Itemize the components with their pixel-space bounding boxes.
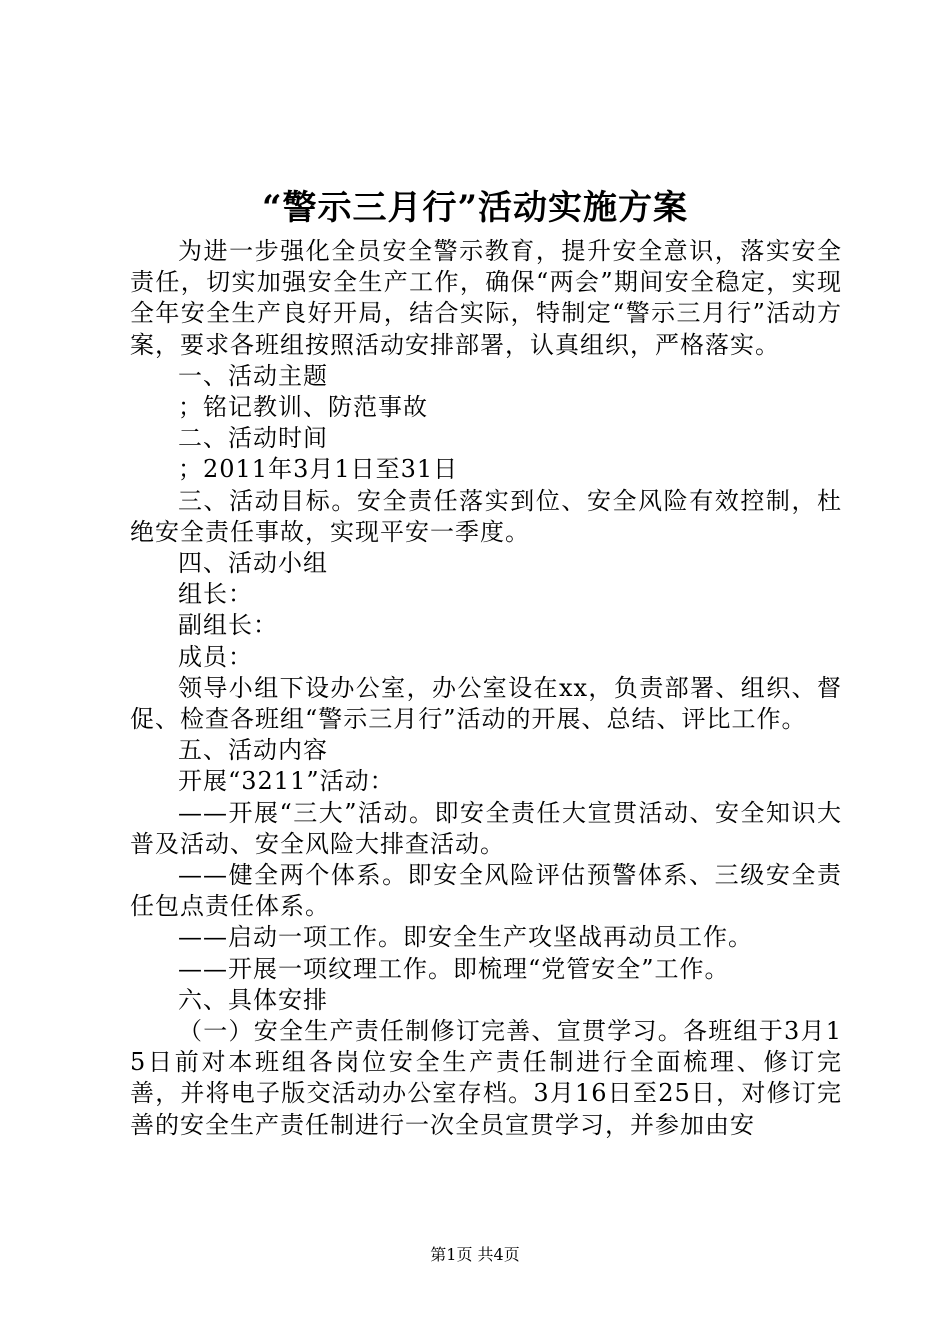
- paragraph-leader: 组长：: [178, 580, 253, 609]
- paragraph-deputy-leader: 副组长：: [178, 611, 278, 640]
- heading-activity-group: 四、活动小组: [178, 549, 328, 578]
- page-footer: 第1页 共4页: [430, 1245, 520, 1264]
- paragraph-three-activities: ——开展“三大”活动。即安全责任大宣贯活动、安全知识大普及活动、安全风险大排查活动。: [130, 798, 842, 858]
- paragraph-goal: 三、活动目标。安全责任落实到位、安全风险有效控制，杜绝安全责任事故，实现平安一季度。: [130, 486, 842, 546]
- paragraph-members: 成员：: [178, 642, 253, 671]
- paragraph-theme: ；铭记教训、防范事故: [178, 393, 428, 422]
- heading-activity-theme: 一、活动主题: [178, 361, 328, 390]
- heading-activity-time: 二、活动时间: [178, 424, 328, 453]
- heading-activity-content: 五、活动内容: [178, 736, 328, 765]
- paragraph-one-work: ——启动一项工作。即安全生产攻坚战再动员工作。: [178, 923, 753, 952]
- paragraph-time: ；2011年3月1日至31日: [178, 455, 459, 484]
- heading-arrangement: 六、具体安排: [178, 985, 328, 1014]
- paragraph-two-systems: ——健全两个体系。即安全风险评估预警体系、三级安全责任包点责任体系。: [130, 861, 842, 921]
- paragraph-intro: 为进一步强化全员安全警示教育，提升安全意识，落实安全责任，切实加强安全生产工作，确保“两会”期间安全稳定，实现全年安全生产良好开局，结合实际，特制定“警示三月行”活动方案，要求各班组按照活动安排部署，认真组织，严格落实。: [130, 237, 842, 359]
- document-title: “警示三月行”活动实施方案: [261, 188, 689, 228]
- paragraph-office: 领导小组下设办公室，办公室设在xx，负责部署、组织、督促、检查各班组“警示三月行”活动的开展、总结、评比工作。: [130, 673, 842, 734]
- paragraph-3211: 开展“3211”活动：: [178, 767, 395, 796]
- paragraph-one-review: ——开展一项纹理工作。即梳理“党管安全”工作。: [178, 954, 730, 983]
- paragraph-arrangement-1: （一）安全生产责任制修订完善、宣贯学习。各班组于3月15日前对本班组各岗位安全生产责任制进行全面梳理、修订完善，并将电子版交活动办公室存档。3月16日至25日，对修订完善的安全生产责任制进行一次全员宣贯学习，并参加由安: [130, 1017, 842, 1139]
- document-body: [130, 236, 842, 1141]
